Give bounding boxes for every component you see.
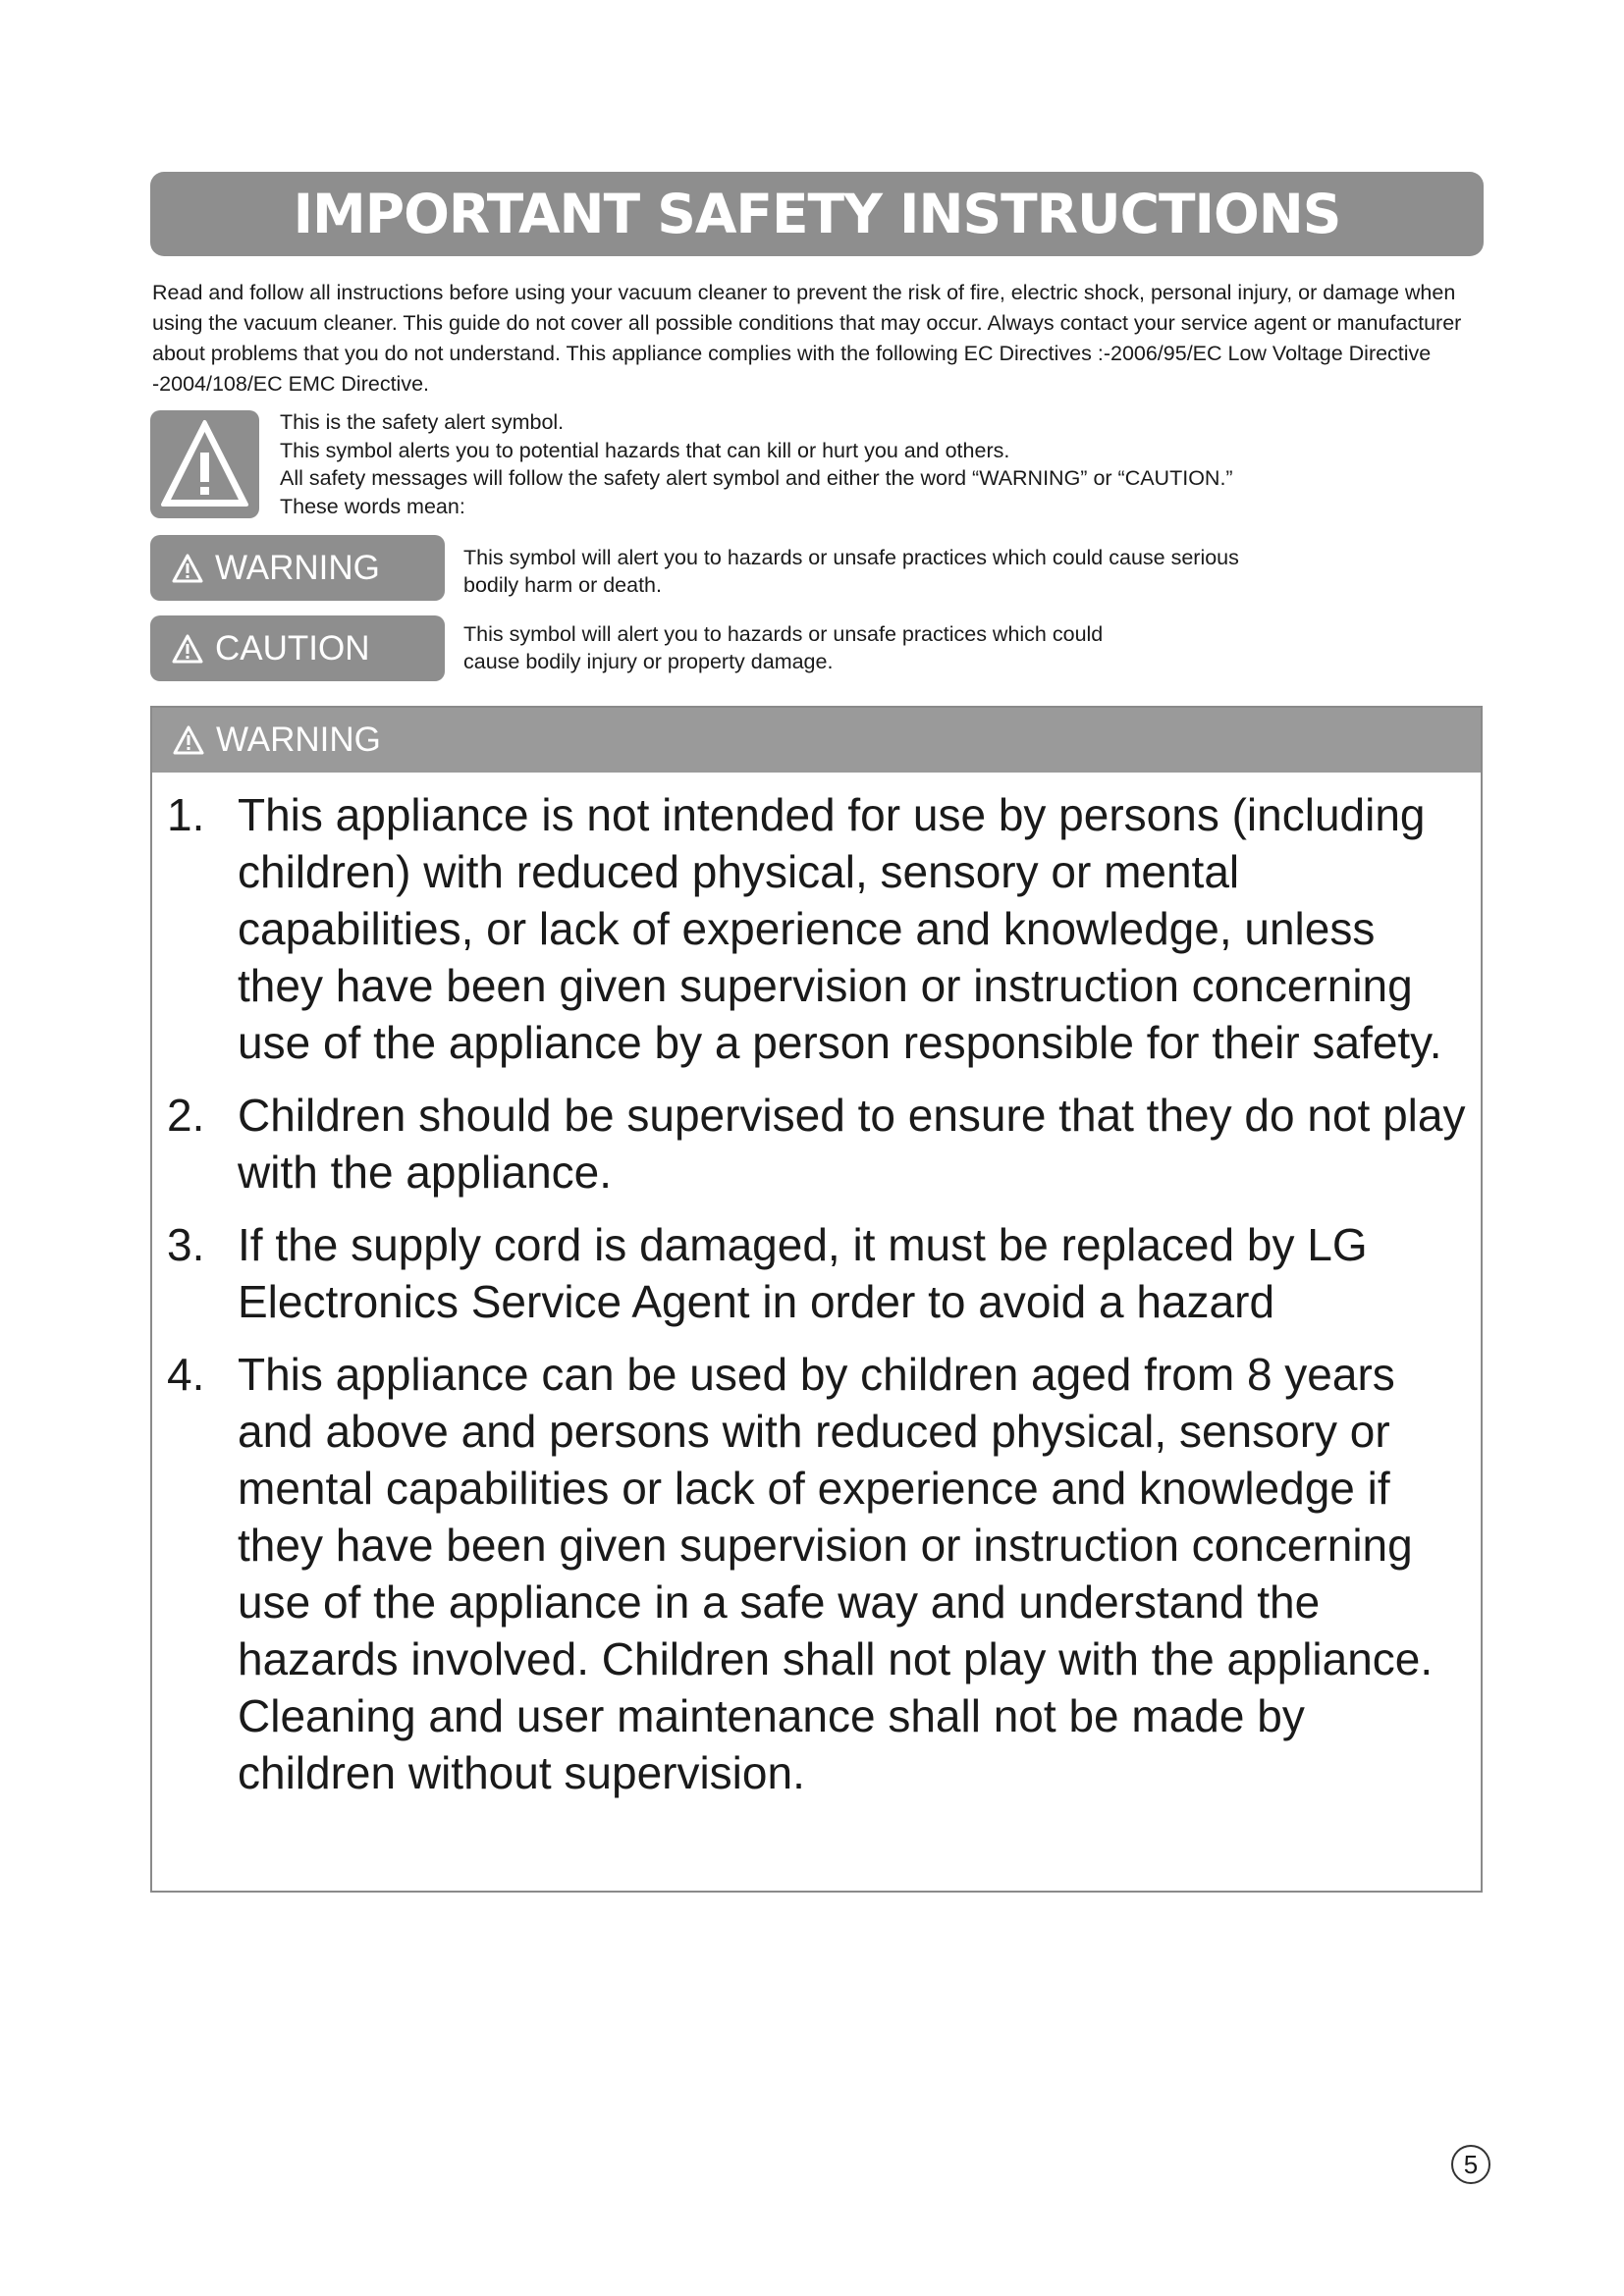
warning-item-text: Children should be supervised to ensure that they do not play with the appliance. [238, 1090, 1466, 1198]
warning-box [150, 706, 1483, 1893]
warning-triangle-icon [172, 634, 203, 664]
warning-triangle-icon [172, 554, 203, 583]
warning-item [167, 1346, 1473, 1801]
warning-description-line: bodily harm or death. [463, 573, 662, 597]
warning-item-number: 2. [167, 1090, 205, 1141]
warning-item [167, 786, 1473, 1071]
warning-list [167, 786, 1473, 1817]
page-title: IMPORTANT SAFETY INSTRUCTIONS [293, 183, 1341, 245]
caution-description-line: This symbol will alert you to hazards or unsafe practices which could [463, 622, 1104, 646]
warning-item [167, 1087, 1473, 1201]
caution-description [463, 620, 1445, 675]
symbol-line: All safety messages will follow the safety alert symbol and either the word “WARNING” or “CAUTION.” [280, 466, 1233, 490]
warning-item [167, 1216, 1473, 1330]
warning-label-text: WARNING [215, 548, 380, 587]
warning-label [150, 535, 445, 601]
warning-item-text: If the supply cord is damaged, it must be replaced by LG Electronics Service Agent in order to avoid a hazard [238, 1219, 1368, 1327]
page-number: 5 [1451, 2145, 1490, 2184]
symbol-line: These words mean: [280, 494, 465, 518]
safety-alert-symbol [150, 410, 259, 518]
caution-label [150, 615, 445, 681]
warning-triangle-icon [160, 418, 249, 510]
warning-item-number: 3. [167, 1219, 205, 1270]
warning-description-line: This symbol will alert you to hazards or unsafe practices which could cause serious [463, 546, 1239, 569]
warning-box-header [152, 708, 1481, 773]
warning-triangle-icon [173, 725, 204, 755]
title-banner [150, 172, 1484, 256]
warning-item-number: 1. [167, 789, 205, 840]
caution-label-text: CAUTION [215, 628, 370, 667]
warning-box-title: WARNING [216, 721, 381, 759]
symbol-line: This symbol alerts you to potential hazards that can kill or hurt you and others. [280, 438, 1010, 462]
warning-description [463, 544, 1445, 599]
warning-item-text: This appliance can be used by children aged from 8 years and above and persons with reduced physical, sensory or mental capabilities or lack of experience and knowledge if they have been given supervision or instruction concerning use of the appliance in a safe way and understand the hazards involved. Children shall not play with the appliance. Cleaning and user maintenance shall not be made by children without supervision. [238, 1349, 1434, 1798]
symbol-line: This is the safety alert symbol. [280, 410, 565, 434]
intro-paragraph: Read and follow all instructions before using your vacuum cleaner to prevent the risk of fire, electric shock, personal injury, or damage when using the vacuum cleaner. This guide do not cover all possible conditions that may occur. Always contact your service agent or manufacturer about problems that you do not understand. This appliance complies with the following EC Directives :-2006/95/EC Low Voltage Directive -2004/108/EC EMC Directive. [152, 281, 1462, 396]
safety-symbol-explanation [280, 408, 1507, 520]
caution-description-line: cause bodily injury or property damage. [463, 650, 834, 673]
warning-item-text: This appliance is not intended for use by persons (including children) with reduced physical, sensory or mental capabilities, or lack of experience and knowledge, unless they have been given supervision or instruction concerning use of the appliance by a person responsible for their safety. [238, 789, 1442, 1068]
warning-item-number: 4. [167, 1349, 205, 1400]
